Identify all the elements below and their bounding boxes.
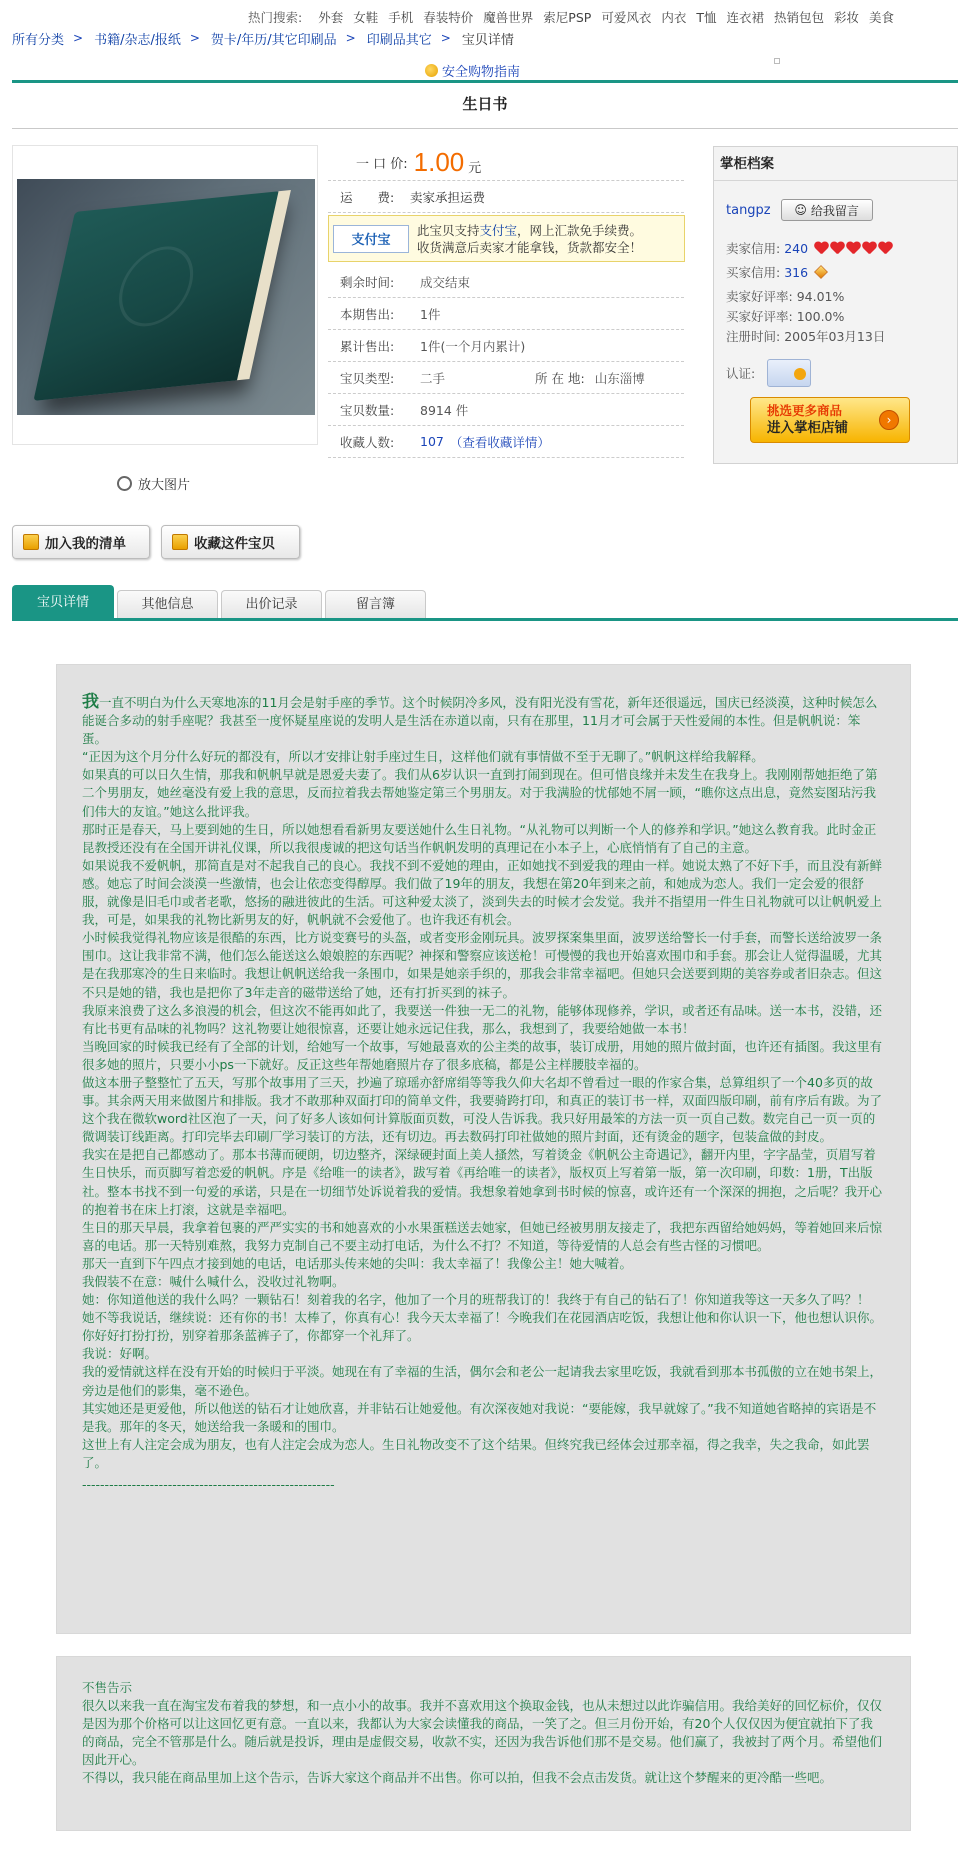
sold-period-label: 本期售出:	[340, 306, 395, 322]
hot-search-keyword[interactable]: 内衣	[661, 10, 687, 25]
buyer-good-rate-label: 买家好评率:	[726, 309, 793, 324]
diamond-icon	[814, 265, 828, 279]
hot-search-keyword[interactable]: 连衣裙	[726, 10, 764, 25]
enter-store-button[interactable]	[750, 397, 910, 443]
book-emblem	[111, 243, 200, 330]
hot-search-keyword[interactable]: 索尼PSP	[543, 10, 592, 25]
heart-icon	[862, 242, 877, 255]
magnifier-icon	[117, 476, 132, 491]
tab-bid-records[interactable]: 出价记录	[221, 590, 322, 618]
green-book-image	[33, 191, 280, 401]
favorites-label: 收藏人数:	[340, 434, 395, 450]
story-paragraph: “正因为这个月分什么好玩的都没有，所以才安排让射手座过生日，这样他们就有事情做不至于无聊了。”帆帆这样给我解释。	[82, 749, 764, 765]
story-paragraph: 这世上有人注定会成为朋友，也有人注定会成为恋人。生日礼物改变不了这个结果。但终究我已经体会过那幸福，得之我幸，失之我命，如此罢了。	[82, 1436, 870, 1470]
arrow-right-icon: ›	[879, 410, 899, 430]
certification-label: 认证:	[726, 366, 756, 381]
story-paragraph: 小时候我觉得礼物应该是很酷的东西，比方说变赛号的头盔，或者变形金刚玩具。波罗探案集里面，波罗送给警长一付手套，而警长送给波罗一条围巾。这让我非常不满，他们怎么能送这么娘娘腔的东西呢？神探和警察应该送枪！可慢慢的我也开始喜欢围巾和手套。那会让人觉得温暖，尤其是在我那寒冷的生日来临时。我想让帆帆送给我一条围巾，如果是她亲手织的，那我会非常幸福吧。但她只会送要到期的美容券或者旧杂志。但这不只是她的错，我也是把你了3年走音的磁带送给了她，还有打折买到的袜子。	[82, 930, 883, 1000]
alipay-logo: 支付宝	[333, 225, 409, 253]
favorite-label: 收藏这件宝贝	[194, 536, 275, 552]
notice-paragraph: 不得以，我只能在商品里加上这个告示，告诉大家这个商品并不出售。你可以拍，但我不会点击发货。就让这个梦醒来的更冷酷一些吧。	[82, 1770, 833, 1786]
type-value: 二手	[420, 370, 446, 386]
guide-icon	[425, 64, 438, 77]
small-box-icon	[774, 58, 780, 64]
notice-paragraph: 很久以来我一直在淘宝发布着我的梦想，和一点小小的故事。我并不喜欢用这个换取金钱，也从未想过以此诈骗信用。我给美好的回忆标价，仅仅是因为那个价格可以让这回忆更有意。一直以来，我都认为大家会读懂我的商品，一笑了之。但三月份开始，有20个人仅仅因为便宜就拍下了我的商品，完全不管那是什么。随后就是投诉，理由是虚假交易，收款不实，还因为我告诉他们那不是交易。他们赢了，我被封了两个月。希望他们因此开心。	[82, 1698, 883, 1768]
story-paragraph: 做这本册子整整忙了五天，写那个故事用了三天，抄遍了琼瑶亦舒席绢等等我久仰大名却不曾看过一眼的作家合集，总算组织了一个40多页的故事。其余两天用来做图片和排版。我才不敢那种双面打印的简单文件，我要骑跨打印，和真正的装订书一样，双面四版印刷，前有序后有跋。为了这个我在微软word社区泡了一天，问了好多人该如何计算版面页数，可没人告诉我。我只好用最笨的方法一页一页自己数。数完自己一页一页的微调装订线距离。打印完毕去印刷厂学习装订的方法，还有切边。再去数码打印社做她的照片封面，还有烫金的题字，包装盒做的封皮。	[82, 1074, 883, 1145]
sold-period-row	[328, 298, 684, 330]
quantity-value: 8914 件	[420, 402, 469, 418]
product-image-frame[interactable]	[12, 145, 318, 445]
safe-shopping-guide-link[interactable]	[425, 61, 520, 80]
story-paragraph: 如果说我不爱帆帆，那简直是对不起我自己的良心。我找不到不爱她的理由，正如她找不到爱我的理由一样。她说太熟了不好下手，而且没有新鲜感。她忘了时间会淡漠一些激情，也会让依恋变得醇厚。我们做了19年的朋友，我想在第20年到来之前，和她成为恋人。我们一定会爱的很舒服，就像是旧毛巾或者老歌，悠扬的融进彼此的生活。可这种爱太淡了，淡到失去的时候才会发觉。我并不指望用一件生日礼物就可以让帆帆爱上我，可是，如果我的礼物比新男友的好，帆帆就不会爱他了。也许我还有机会。	[82, 857, 883, 928]
register-date-row	[726, 327, 885, 345]
sold-total-row	[328, 330, 684, 362]
register-date: 2005年03月13日	[784, 329, 886, 344]
certification-icon[interactable]	[767, 359, 811, 387]
certification-row	[726, 359, 811, 387]
hot-search-label: 热门搜索:	[248, 10, 303, 25]
buyer-good-rate: 100.0%	[796, 308, 845, 324]
shipping-row	[328, 181, 684, 213]
page-title: 生日书	[462, 95, 508, 113]
remaining-label: 剩余时间:	[340, 274, 395, 290]
story-paragraph: 我原来浪费了这么多浪漫的机会，但这次不能再如此了，我要送一件独一无二的礼物，能够体现修养，学识，或者还有品味。送一本书，没错，还有比书更有品味的礼物吗？这礼物要让她很惊喜，还要让她永远记住我，那么，我想到了，我要给她做一本书！	[82, 1002, 883, 1036]
breadcrumb-print-other[interactable]: 印刷品其它	[366, 32, 432, 48]
alipay-line1-pre: 此宝贝支持	[417, 222, 480, 238]
story-paragraph: 那天一直到下午四点才接到她的电话，电话那头传来她的尖叫：我太幸福了！我像公主！她大喊着。	[82, 1255, 633, 1271]
notice-title: 不售告示	[82, 1680, 133, 1695]
shipping-label: 运 费:	[340, 189, 395, 205]
add-list-label: 加入我的清单	[45, 536, 126, 552]
register-label: 注册时间:	[726, 329, 781, 344]
buyer-credit-label: 买家信用:	[726, 265, 781, 280]
story-paragraph: 生日的那天早晨，我拿着包裹的严严实实的书和她喜欢的小水果蛋糕送去她家，但她已经被男朋友接走了，我把东西留给她妈妈，等着她回来后惊喜的电话。那一天特别难熬，我努力克制自己不要主动打电话，为什么不打？不知道，等待爱情的人总会有些古怪的习惯吧。	[82, 1219, 883, 1253]
zoom-label: 放大图片	[138, 478, 191, 493]
alipay-notice	[328, 215, 685, 262]
buyer-credit-row	[726, 263, 828, 281]
hot-search-keyword[interactable]: 手机	[388, 10, 414, 25]
location-label: 所 在 地:	[535, 370, 585, 386]
favorite-button[interactable]	[161, 525, 300, 559]
favorites-count: 107	[420, 434, 444, 449]
seller-good-rate-row	[726, 287, 844, 305]
seller-name-row	[726, 199, 873, 221]
buyer-credit-value[interactable]: 316	[784, 264, 809, 280]
heart-icon	[846, 242, 861, 255]
remaining-time-row	[328, 266, 684, 298]
hot-search-keyword[interactable]: 可爱风衣	[601, 10, 652, 25]
list-icon	[23, 534, 39, 550]
favorites-row	[328, 426, 684, 458]
hot-search-keyword[interactable]: T恤	[696, 10, 717, 25]
hot-search-keyword[interactable]: 魔兽世界	[483, 10, 534, 25]
leave-message-label: 给我留言	[810, 203, 859, 218]
breadcrumb-current: 宝贝详情	[461, 32, 514, 48]
message-icon: ☺	[794, 203, 807, 217]
quantity-label: 宝贝数量:	[340, 402, 395, 418]
heart-icon	[878, 242, 893, 255]
detail-tabs	[12, 585, 958, 618]
story-paragraph: 我说：好啊。	[82, 1346, 158, 1362]
heart-icon	[830, 242, 845, 255]
tab-rule	[12, 618, 958, 621]
shipping-value: 卖家承担运费	[410, 189, 486, 205]
seller-credit-row	[726, 239, 893, 257]
seller-credit-label: 卖家信用:	[726, 241, 781, 256]
alipay-text	[417, 222, 642, 256]
chevron-right-icon: >	[73, 31, 84, 45]
hot-search-keyword[interactable]: 女鞋	[353, 10, 379, 25]
story-paragraph	[82, 693, 884, 748]
tab-guestbook[interactable]: 留言簿	[325, 590, 426, 618]
story-paragraph: 她：你知道他送的我什么吗？一颗钻石！刻着我的名字，他加了一个月的班帮我订的！我终于有自己的钻石了！你知道我等这一天多久了吗？！	[82, 1292, 870, 1308]
alipay-link[interactable]: 支付宝	[479, 222, 518, 238]
price-unit: 元	[468, 161, 482, 176]
tab-other-info[interactable]: 其他信息	[117, 590, 218, 618]
story-paragraph: 她不等我说话，继续说：还有你的书！太棒了，你真有心！我今天太幸福了！今晚我们在花园酒店吃饭，我想让他和你认识一下，他也想认识你。你好好打扮打扮，别穿着那条蓝裤子了，你都穿一个礼拜了。	[82, 1310, 883, 1344]
story-paragraph: 我的爱情就这样在没有开始的时候归于平淡。她现在有了幸福的生活，偶尔会和老公一起请我去家里吃饭，我就看到那本书孤傲的立在她书架上，旁边是他们的影集，毫不逊色。	[82, 1364, 883, 1398]
remaining-value: 成交结束	[420, 274, 471, 290]
price-row	[328, 145, 684, 181]
breadcrumb-all-categories[interactable]: 所有分类	[12, 32, 65, 48]
store-button-line1: 挑选更多商品	[767, 403, 843, 418]
sold-total-label: 累计售出:	[340, 338, 395, 354]
not-for-sale-notice	[56, 1656, 911, 1831]
hot-search-keyword[interactable]: 彩妆	[834, 10, 860, 25]
quantity-row	[328, 394, 684, 426]
store-button-line2: 进入掌柜店铺	[767, 420, 848, 436]
hot-search-keyword[interactable]: 热销包包	[774, 10, 825, 25]
buyer-good-rate-row	[726, 307, 844, 325]
seller-good-rate: 94.01%	[796, 288, 845, 304]
tab-item-detail[interactable]: 宝贝详情	[12, 585, 114, 618]
chevron-right-icon: >	[440, 31, 451, 45]
product-photo[interactable]	[17, 179, 315, 415]
title-bar	[12, 83, 958, 129]
breadcrumb-books[interactable]: 书籍/杂志/报纸	[94, 32, 181, 48]
seller-hearts	[814, 242, 893, 255]
breadcrumb	[12, 29, 514, 47]
chevron-right-icon: >	[345, 31, 356, 45]
story-first-text: 一直不明白为什么天寒地冻的11月会是射手座的季节。这个时候阴冷多风，没有阳光没有雪花，新年还很遥远，国庆已经淡漠，这种时候怎么能诞合多动的射手座呢？我甚至一度怀疑星座说的发明人是生活在赤道以南，只有在那里，11月才可会属于天性爱闹的本性。但是帆帆说：笨蛋。	[82, 695, 878, 747]
hot-search-keyword[interactable]: 美食	[869, 10, 895, 25]
price-label: 一 口 价:	[356, 157, 408, 172]
story-paragraph: 我实在是把自己都感动了。那本书薄而硬朗，切边整齐，深绿硬封面上美人搔然，写着烫金《帆帆公主奇遇记》，翻开内里，字字晶莹，页眉写着生日快乐，而页脚写着恋爱的帆帆。序是《给唯一的读者》，跋写着《再给唯一的读者》，版权页上写着第一版，第一次印刷，印数：1册，T出版社。整本书找不到一句爱的承诺，只是在一切细节处诉说着我的爱情。我想象着她拿到书时候的惊喜，或许还有一个深深的拥抱，之后呢？我开心的抱着书在床上打滚，这就是幸福吧。	[82, 1147, 883, 1217]
story-paragraph: 当晚回家的时候我已经有了全部的计划，给她写一个故事，写她最喜欢的公主类的故事，装订成册，用她的照片做封面，也许还有插图。我这里有很多她的照片，只要小小ps一下就好。反正这些年帮她磨照片存了很多底稿，都是公主样腰肢幸福的。	[82, 1038, 883, 1072]
story-paragraph: 我假装不在意：喊什么喊什么，没收过礼物啊。	[82, 1274, 345, 1289]
view-favorites-link[interactable]: （查看收藏详情）	[449, 434, 550, 450]
story-divider: --------------------------------------------------------	[82, 1477, 335, 1493]
type-label: 宝贝类型:	[340, 370, 395, 386]
sold-period-value: 1件	[420, 306, 441, 322]
alipay-line1-post: ，网上汇款免手续费。	[517, 222, 643, 238]
hot-search-bar	[248, 8, 963, 26]
heart-icon	[814, 242, 829, 255]
seller-name[interactable]: tangpz	[726, 202, 771, 218]
book-pages	[237, 190, 291, 380]
hot-search-keyword[interactable]: 春装特价	[423, 10, 474, 25]
seller-good-rate-label: 卖家好评率:	[726, 289, 793, 304]
story-paragraph: 其实她还是更爱他，所以他送的钻石才让她欣喜，并非钻石让她爱他。有次深夜她对我说：“要能嫁，我早就嫁了。”我不知道她省略掉的宾语是不是我。那年的冬天，她送给我一条暖和的围巾。	[82, 1400, 877, 1434]
hot-search-keyword[interactable]: 外套	[318, 10, 344, 25]
chevron-right-icon: >	[189, 31, 200, 45]
location-value: 山东淄博	[594, 370, 645, 386]
sold-total-value: 1件(一个月内累计)	[420, 338, 526, 354]
item-description	[56, 664, 911, 1634]
zoom-image-link[interactable]	[117, 474, 190, 493]
seller-credit-value[interactable]: 240	[784, 240, 809, 256]
price-value: 1.00	[413, 147, 465, 177]
story-paragraph: 那时正是春天，马上要到她的生日，所以她想看看新男友要送她什么生日礼物。“从礼物可以判断一个人的修养和学识。”她这么教育我。此时金正昆教授还没有在全国开讲礼仪课，所以我很虔诚的把这句话当作帆帆发明的真理记在小本子上，心底悄悄有了自己的主意。	[82, 821, 877, 855]
story-paragraph: 如果真的可以日久生情，那我和帆帆早就是恩爱夫妻了。我们从6岁认识一直到打闹到现在。但可惜良缘并未发生在我身上。我刚刚帮她拒绝了第二个男朋友，她丝毫没有爱上我的意思，反而拉着我去帮她鉴定第三个男朋友。对于我满脸的忧郁她不屑一顾，“瞧你这点出息，竟然妄图玷污我们伟大的友谊。”她这么批评我。	[82, 767, 878, 819]
type-location-row	[328, 362, 684, 394]
seller-card-header: 掌柜档案	[714, 147, 957, 181]
breadcrumb-cards[interactable]: 贺卡/年历/其它印刷品	[210, 32, 337, 48]
alipay-line2: 收货满意后卖家才能拿钱，货款都安全！	[417, 239, 643, 255]
safe-guide-label: 安全购物指南	[442, 65, 521, 80]
add-to-list-button[interactable]	[12, 525, 150, 559]
star-icon	[172, 534, 188, 550]
story-drop-cap: 我	[82, 692, 99, 712]
leave-message-button[interactable]	[781, 199, 873, 221]
